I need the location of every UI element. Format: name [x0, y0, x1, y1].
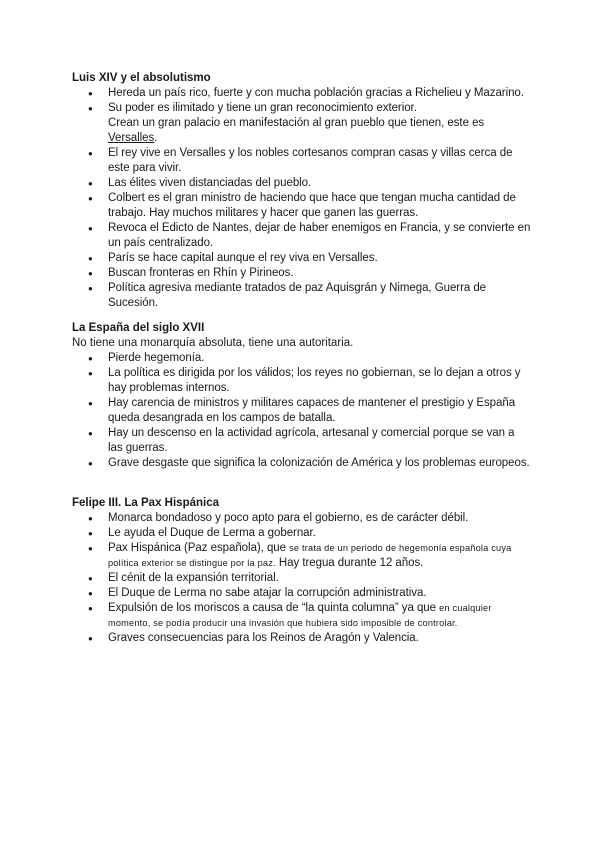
list-item: ● Graves consecuencias para los Reinos de Aragón y Valencia. [72, 631, 532, 646]
text-run-small: en cualquier momento, se podía producir una invasión que hubiera sido imposible de controlar. [108, 603, 492, 628]
section-heading: La España del siglo XVII [72, 322, 205, 334]
list-item: ● El rey vive en Versalles y los nobles cortesanos compran casas y villas cerca de este para vivir. [72, 146, 532, 176]
text-run-small: se trata de un periodo de hegemonía española cuya política exterior se distingue por la paz. [108, 543, 512, 568]
list-item: ● Monarca bondadoso y poco apto para el gobierno, es de carácter débil. [72, 511, 532, 526]
list-item: ● Grave desgaste que significa la colonización de América y los problemas europeos. [72, 456, 532, 471]
list-item: ● Buscan fronteras en Rhín y Pirineos. [72, 266, 532, 281]
list-item: ● Revoca el Edicto de Nantes, dejar de haber enemigos en Francia, y se convierte en un país centralizado. [72, 221, 532, 251]
list-item: ● Hay carencia de ministros y militares capaces de mantener el prestigio y España queda desangrada en los campos de batalla. [72, 396, 532, 426]
text-run: Crean un gran palacio en manifestación al gran pueblo que tienen, este es [108, 117, 485, 129]
section-heading: Felipe III. La Pax Hispánica [72, 497, 220, 509]
section-intro: No tiene una monarquía absoluta, tiene una autoritaria. [72, 337, 354, 349]
section-felipe-iii [72, 496, 532, 646]
bullet-list [72, 86, 532, 311]
list-item-continuation [72, 116, 532, 146]
text-run: Pax Hispánica (Paz española), que [108, 542, 290, 554]
text-run: Expulsión de los moriscos a causa de “la quinta columna” ya que [108, 602, 440, 614]
bullet-list [72, 511, 532, 646]
text-run: Hay tregua durante 12 años. [275, 557, 424, 569]
list-item: ● Hereda un país rico, fuerte y con mucha población gracias a Richelieu y Mazarino. [72, 86, 532, 101]
list-item: ● El Duque de Lerma no sabe atajar la corrupción administrativa. [72, 586, 532, 601]
link-versalles[interactable]: Versalles [108, 132, 155, 144]
text-run: . [154, 132, 158, 144]
list-item [72, 601, 532, 631]
list-item: ● Le ayuda el Duque de Lerma a gobernar. [72, 526, 532, 541]
list-item: ● Hay un descenso en la actividad agrícola, artesanal y comercial porque se van a las guerras. [72, 426, 532, 456]
list-item [72, 541, 532, 571]
list-item: ● Su poder es ilimitado y tiene un gran reconocimiento exterior. [72, 101, 532, 116]
list-item: ● La política es dirigida por los válidos; los reyes no gobiernan, se lo dejan a otros y hay problemas internos. [72, 366, 532, 396]
section-luis-xiv [72, 71, 532, 311]
bullet-list [72, 351, 532, 471]
list-item: ● Pierde hegemonía. [72, 351, 532, 366]
section-espana-xvii [72, 321, 532, 471]
list-item: ● Colbert es el gran ministro de haciendo que hace que tengan mucha cantidad de trabajo. Hay muchos militares y hacer que ganen las guerras. [72, 191, 532, 221]
section-heading: Luis XIV y el absolutismo [72, 72, 211, 84]
list-item: ● El cénit de la expansión territorial. [72, 571, 532, 586]
list-item: ● Las élites viven distanciadas del pueblo. [72, 176, 532, 191]
list-item: ● París se hace capital aunque el rey viva en Versalles. [72, 251, 532, 266]
list-item: ● Política agresiva mediante tratados de paz Aquisgrán y Nimega, Guerra de Sucesión. [72, 281, 532, 311]
